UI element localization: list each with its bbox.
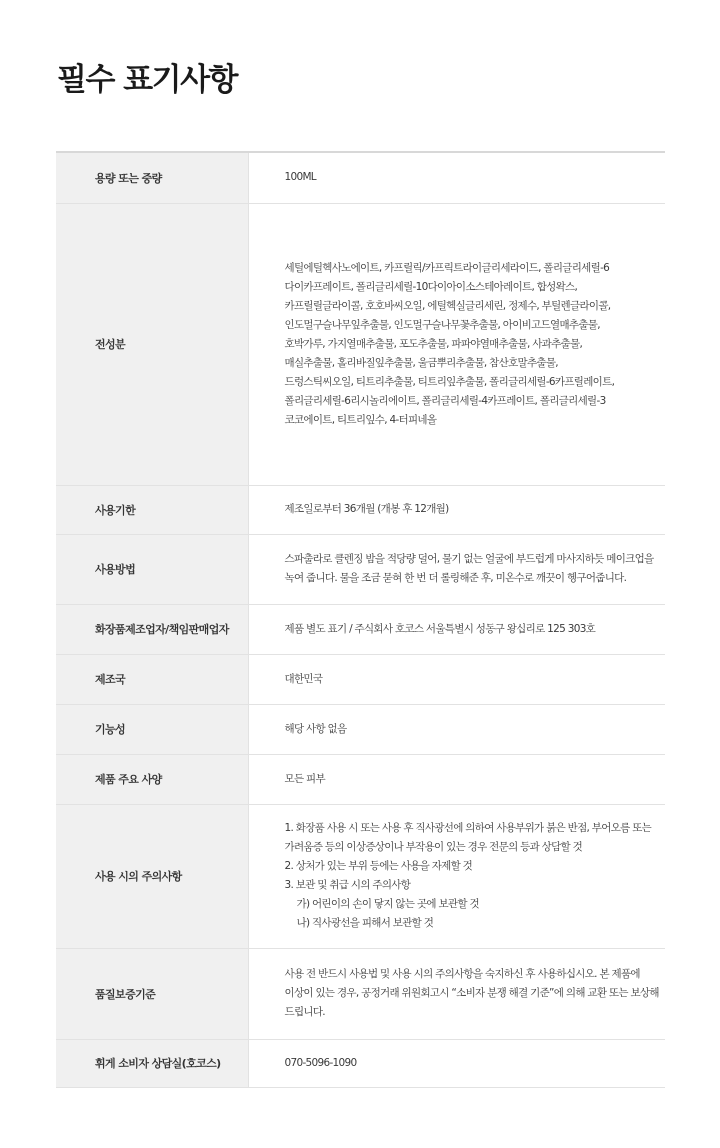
row-label-ingredients: 전성분 [56, 203, 248, 485]
row-value-spec: 모든 피부 [284, 772, 325, 785]
caution-subline: 가) 어린이의 손이 닿지 않는 곳에 보관할 것 [296, 898, 479, 910]
table-row-ingredients [56, 203, 665, 485]
caution-line: 가려움증 등의 이상증상이나 부작용이 있는 경우 전문의 등과 상담할 것 [284, 841, 583, 853]
caution-line: 1. 화장품 사용 시 또는 사용 후 직사광선에 의하여 사용부위가 붉은 반점, 부어오름 또는 [284, 822, 652, 834]
table-row-functional [56, 704, 665, 754]
table-row-volume [56, 152, 665, 203]
row-value-quality: 사용 전 반드시 사용법 및 사용 시의 주의사항을 숙지하신 후 사용하십시오. 본 제품에 이상이 있는 경우, 공정거래 위원회고시 “소비자 분쟁 해결 기준”에 의해 교환 또는 보상해 드립니다. [284, 968, 659, 1018]
row-value-functional: 해당 사항 없음 [284, 722, 347, 735]
row-label-spec: 제품 주요 사양 [56, 754, 248, 804]
table-row-usage [56, 534, 665, 604]
row-label-quality: 품질보증기준 [56, 948, 248, 1039]
row-value-manufacturer: 제품 별도 표기 / 주식회사 호코스 서울특별시 성동구 왕십리로 125 303호 [284, 622, 596, 635]
table-row-country [56, 654, 665, 704]
row-label-usage: 사용방법 [56, 534, 248, 604]
row-value-volume: 100ML [284, 171, 316, 184]
row-value-ingredients: 세틸에틸헥사노에이트, 카프릴릭/카프릭트라이글리세라이드, 폴리글리세릴-6 다이카프레이트, 폴리글리세릴-10다이아이소스테아레이트, 합성왁스, 카프릴릴글라이콜, 호호바씨오일, 에틸헥실글리세린, 정제수, 부틸렌글라이콜, 인도멀구슬나무잎추출물, 인도멀구슬나무꽃추출물, 아이비고드열매추출물, 호박가루, 가지열매추출물, 포도추출물, 파파야열매추출물, 사과추출물, 매실추출물, 홀리바질잎추출물, 울금뿌리추출물, 참산호말추출물, 드렁스틱씨오일, 티트리추출물, 티트리잎추출물, 폴리글리세릴-6카프릴레이트, 폴리글리세릴-6리시놀리에이트, 폴리글리세릴-4카프레이트, 폴리글리세릴-3 코코에이트, 티트리잎수, 4-터피네올 [284, 261, 615, 426]
caution-line: 2. 상처가 있는 부위 등에는 사용을 자제할 것 [284, 860, 473, 872]
table-row-consumer-center [56, 1039, 665, 1087]
caution-line: 3. 보관 및 취급 시의 주의사항 [284, 879, 411, 891]
row-label-consumer-center: 휘게 소비자 상담실(호코스) [56, 1039, 248, 1087]
row-value-caution [248, 804, 665, 948]
row-label-volume: 용량 또는 중량 [56, 152, 248, 203]
table-row-caution [56, 804, 665, 948]
row-label-expiry: 사용기한 [56, 485, 248, 534]
row-value-consumer-center: 070-5096-1090 [284, 1056, 357, 1069]
page-title: 필수 표기사항 [57, 62, 237, 98]
table-row-manufacturer [56, 604, 665, 654]
row-value-usage: 스파출라로 클렌징 밤을 적당량 덜어, 물기 없는 얼굴에 부드럽게 마사지하듯 메이크업을 녹여 줍니다. 물을 조금 묻혀 한 번 더 롤링해준 후, 미온수로 깨끗이 헹구어줍니다. [284, 553, 654, 584]
table-row-expiry [56, 485, 665, 534]
table-row-spec [56, 754, 665, 804]
row-label-functional: 기능성 [56, 704, 248, 754]
table-row-quality [56, 948, 665, 1039]
row-label-country: 제조국 [56, 654, 248, 704]
row-label-manufacturer: 화장품제조업자/책임판매업자 [56, 604, 248, 654]
row-label-caution: 사용 시의 주의사항 [56, 804, 248, 948]
product-info-table [56, 151, 665, 1088]
caution-subline: 나) 직사광선을 피해서 보관할 것 [296, 917, 434, 929]
row-value-expiry: 제조일로부터 36개월 (개봉 후 12개월) [284, 503, 449, 515]
row-value-country: 대한민국 [284, 672, 323, 685]
